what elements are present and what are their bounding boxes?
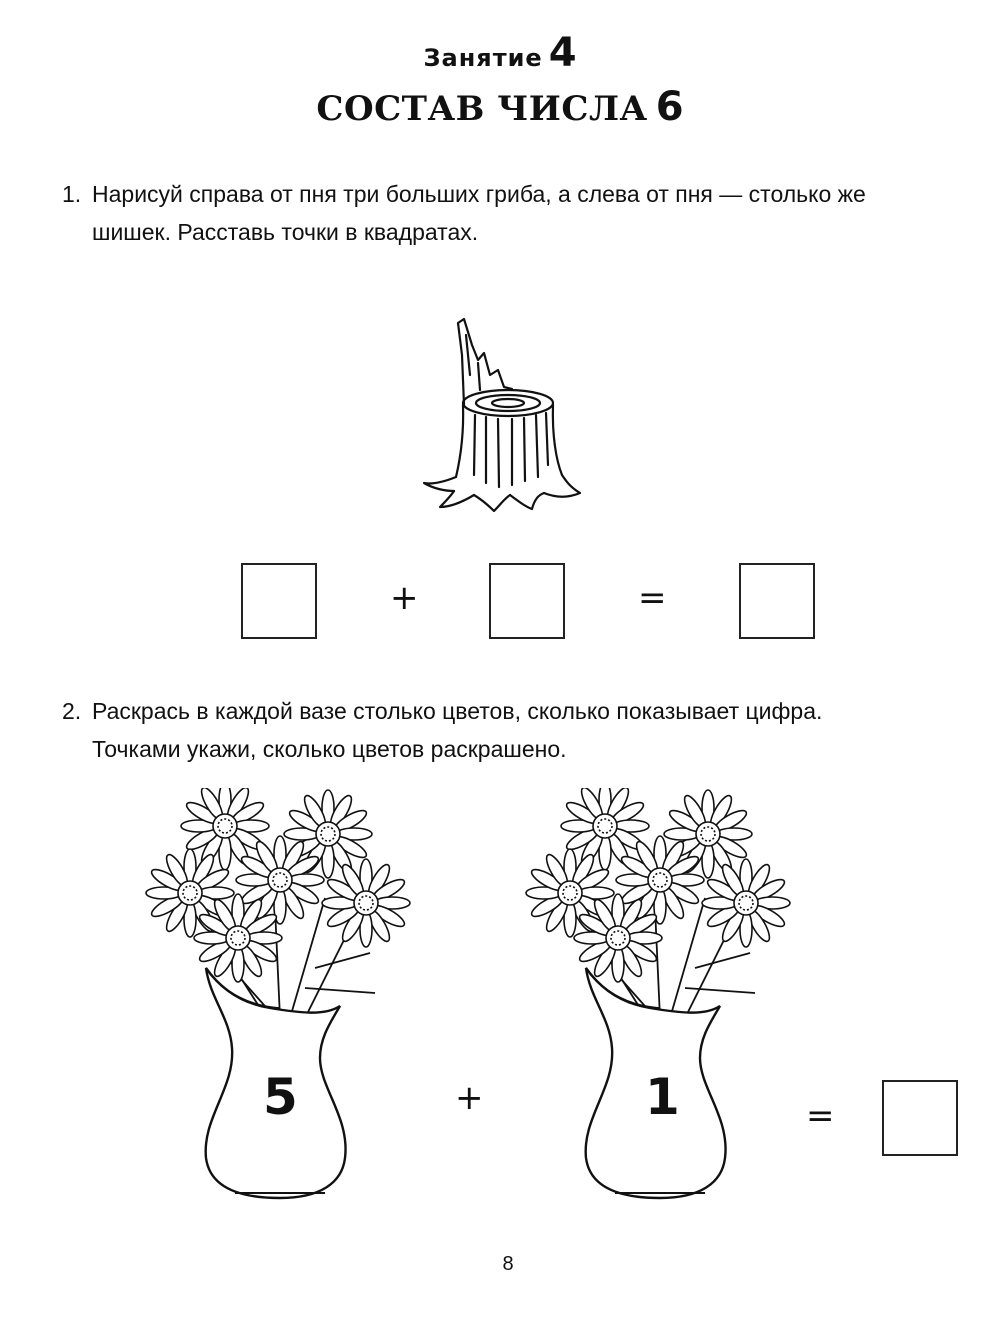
task-1-line-2: шишек. Расставь точки в квадратах.: [92, 219, 479, 245]
task-1-line-1: Нарисуй справа от пня три больших гриба, а слева от пня — столько же: [92, 181, 866, 207]
answer-box-middle[interactable]: [489, 563, 565, 639]
page-number: 8: [502, 1253, 514, 1275]
vase-left-number: 5: [263, 1068, 298, 1126]
task-2-line-2: Точками укажи, сколько цветов раскрашено.: [92, 736, 567, 762]
vase-right-number: 1: [645, 1068, 680, 1126]
lesson-word: Занятие: [423, 44, 543, 72]
task-2-number: 2.: [62, 698, 82, 724]
vase-with-daisies-icon: [520, 788, 795, 1208]
answer-box-left[interactable]: [241, 563, 317, 639]
title-number: 6: [655, 84, 684, 130]
lesson-heading: [0, 30, 1000, 76]
plus-sign-1: +: [390, 578, 419, 618]
tree-stump-icon: [420, 315, 585, 515]
title-word: СОСТАВ ЧИСЛА: [316, 89, 648, 129]
lesson-number: 4: [548, 30, 577, 76]
answer-box-result[interactable]: [739, 563, 815, 639]
plus-sign-2: +: [455, 1078, 484, 1118]
task-2-line-1: Раскрась в каждой вазе столько цветов, сколько показывает цифра.: [92, 698, 823, 724]
answer-box-vases[interactable]: [882, 1080, 958, 1156]
vase-with-daisies-icon: [140, 788, 415, 1208]
equals-sign-1: =: [638, 578, 667, 618]
task-1-text: [62, 175, 962, 251]
task-1-number: 1.: [62, 181, 82, 207]
task-2-text: [62, 692, 962, 768]
equals-sign-2: =: [806, 1096, 835, 1136]
page-title: [0, 84, 1000, 130]
